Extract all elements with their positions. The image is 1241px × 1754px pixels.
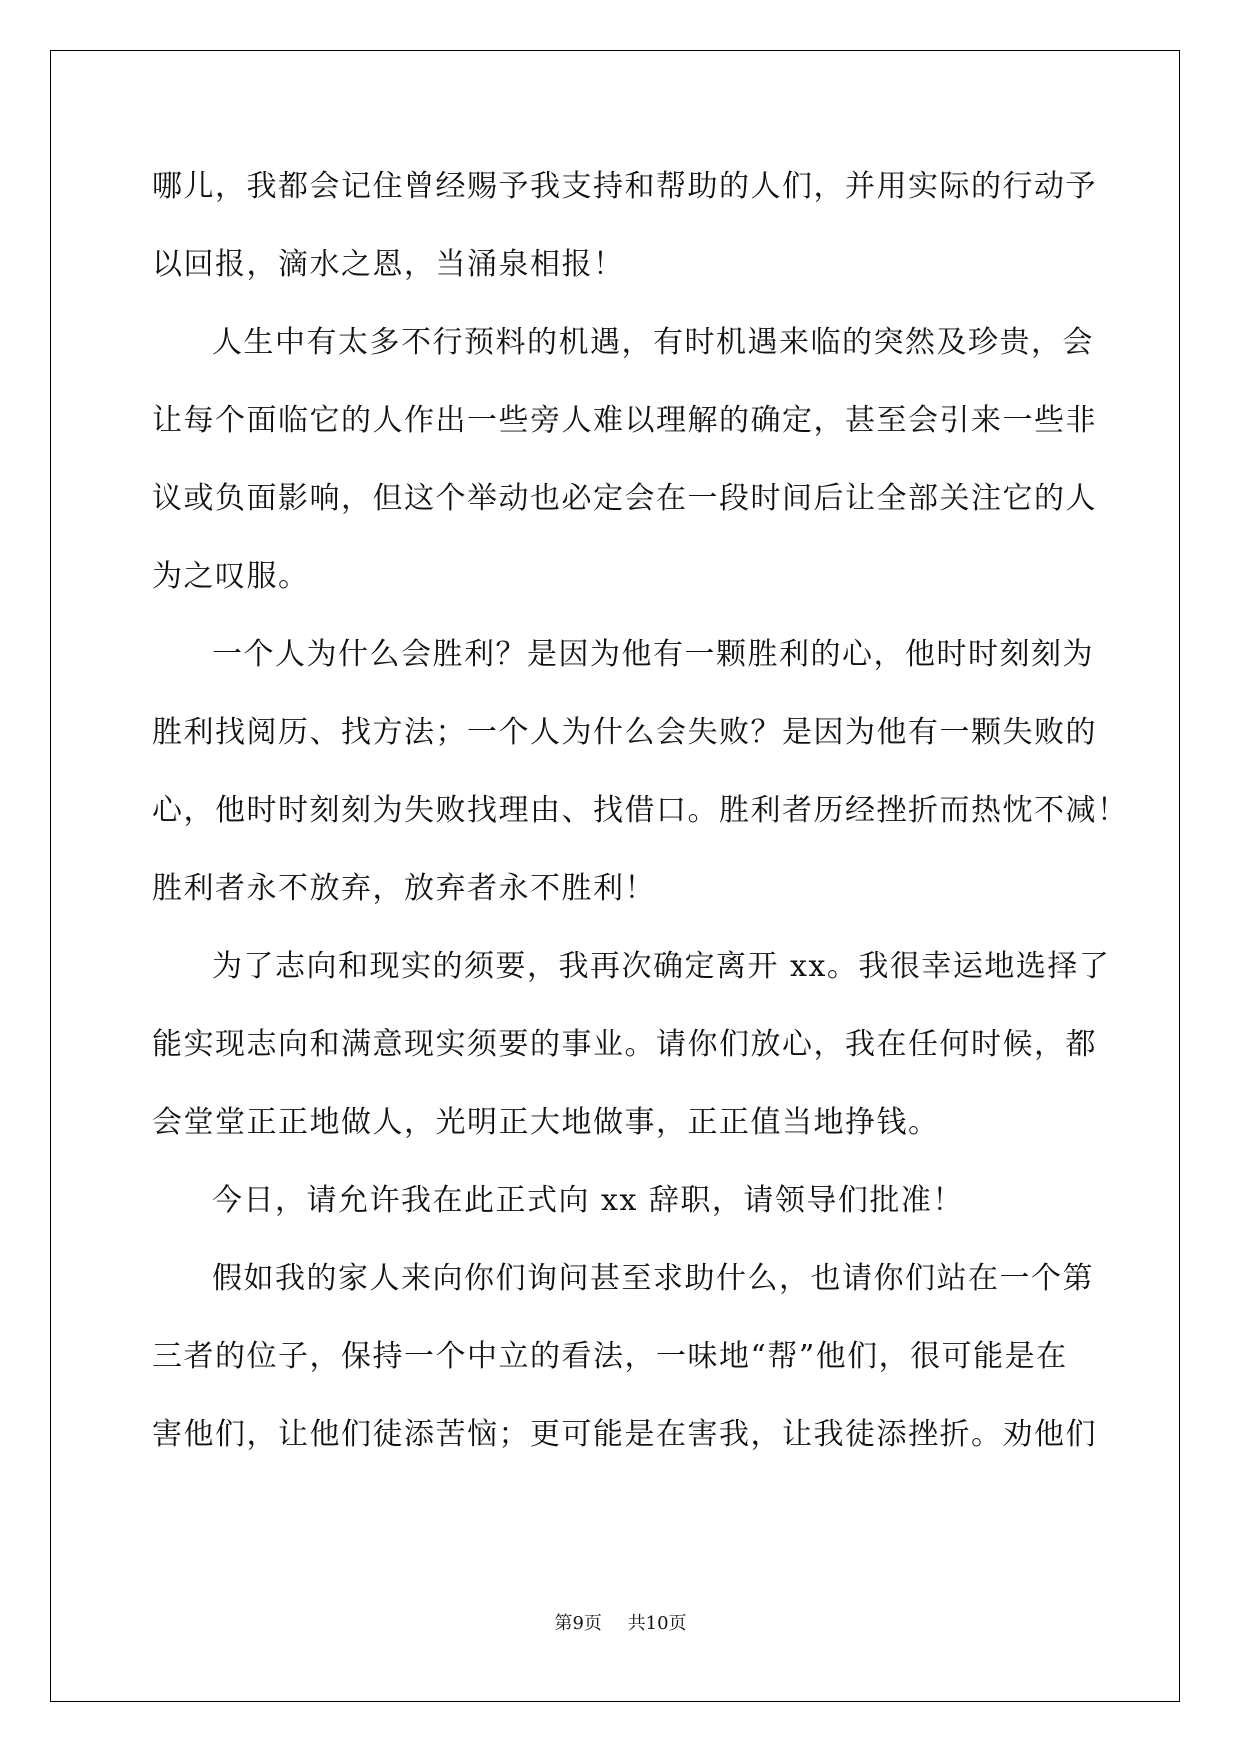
- text-line: 议或负面影响，但这个举动也必定会在一段时间后让全部关注它的人: [152, 481, 1097, 516]
- text-line: 以回报，滴水之恩，当涌泉相报！: [152, 247, 625, 282]
- text-line: 让每个面临它的人作出一些旁人难以理解的确定，甚至会引来一些非: [152, 403, 1097, 438]
- text-line: 三者的位子，保持一个中立的看法，一味地“帮”他们，很可能是在: [152, 1339, 1068, 1374]
- text-line: 为之叹服。: [152, 559, 310, 594]
- page-number: 第9页: [554, 1613, 602, 1634]
- text-line: 哪儿，我都会记住曾经赐予我支持和帮助的人们，并用实际的行动予: [152, 169, 1097, 204]
- page-footer: [0, 1612, 1241, 1636]
- text-line: 会堂堂正正地做人，光明正大地做事，正正值当地挣钱。: [152, 1105, 940, 1140]
- text-line: 能实现志向和满意现实须要的事业。请你们放心，我在任何时候，都: [152, 1027, 1097, 1062]
- page-total: 共10页: [627, 1613, 687, 1634]
- text-line: 害他们，让他们徒添苦恼；更可能是在害我，让我徒添挫折。劝他们: [152, 1417, 1097, 1452]
- text-line: 今日，请允许我在此正式向 xx 辞职，请领导们批准！: [212, 1183, 964, 1218]
- text-line: 假如我的家人来向你们询问甚至求助什么，也请你们站在一个第: [212, 1261, 1094, 1296]
- document-body: [152, 162, 1129, 1488]
- text-line: 一个人为什么会胜利？是因为他有一颗胜利的心，他时时刻刻为: [212, 637, 1094, 672]
- text-line: 人生中有太多不行预料的机遇，有时机遇来临的突然及珍贵，会: [212, 325, 1094, 360]
- text-line: 胜利者永不放弃，放弃者永不胜利！: [152, 871, 656, 906]
- text-line: 胜利找阅历、找方法；一个人为什么会失败？是因为他有一颗失败的: [152, 715, 1097, 750]
- text-line: 心，他时时刻刻为失败找理由、找借口。胜利者历经挫折而热忱不减！: [152, 793, 1129, 828]
- text-line: 为了志向和现实的须要，我再次确定离开 xx。我很幸运地选择了: [212, 949, 1111, 984]
